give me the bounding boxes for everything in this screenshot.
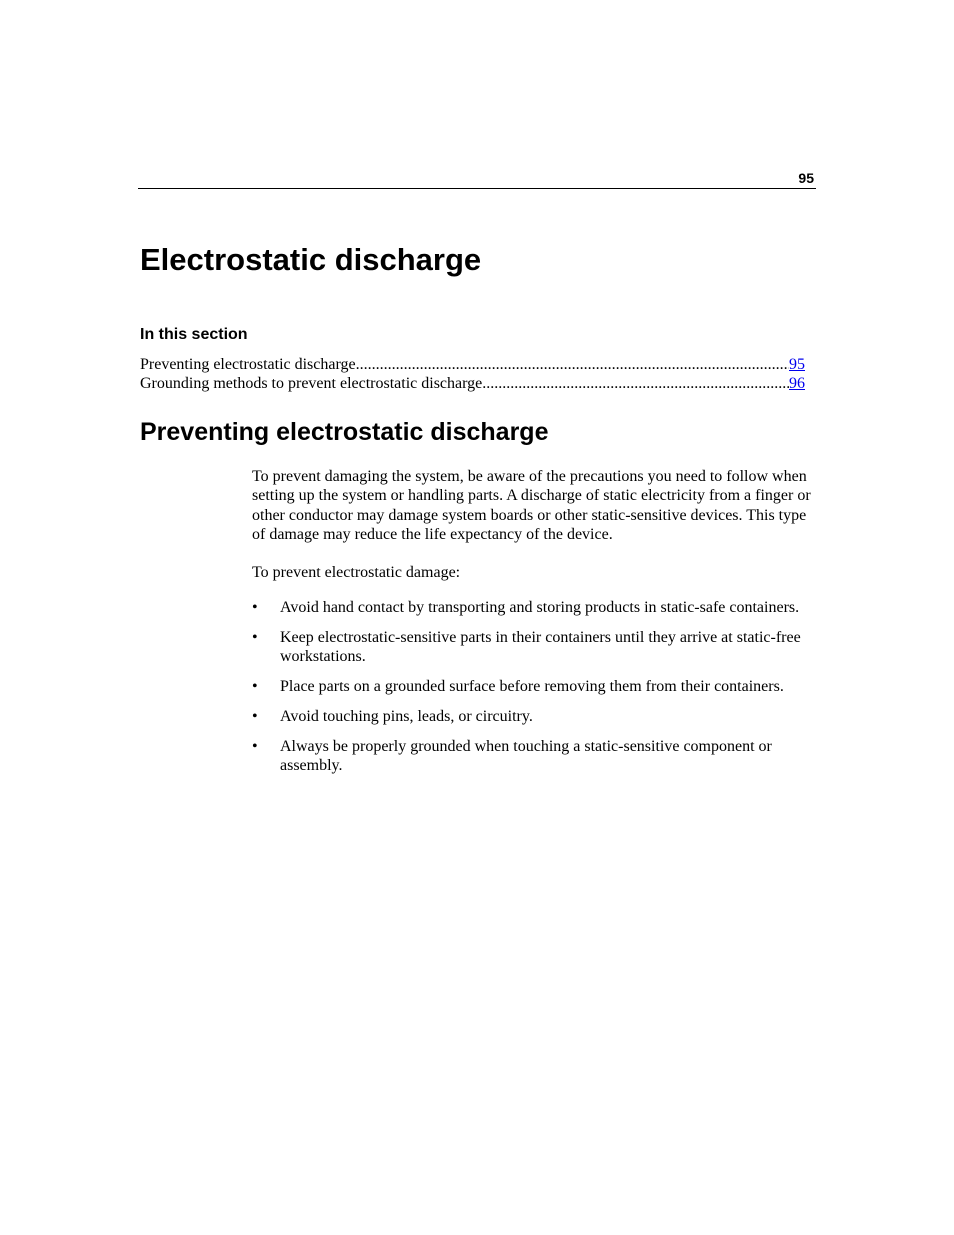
list-item-text: Keep electrostatic-sensitive parts in their containers until they arrive at static-free workstations. (280, 628, 801, 666)
section-title: Preventing electrostatic discharge (140, 418, 549, 446)
list-item (252, 598, 818, 617)
list-item-text: Always be properly grounded when touching a static-sensitive component or assembly. (280, 738, 772, 775)
toc-entry-title: Preventing electrostatic discharge (140, 356, 356, 373)
chapter-title: Electrostatic discharge (140, 242, 482, 277)
list-item (252, 677, 818, 696)
bullet-icon: • (252, 628, 258, 646)
bullet-icon: • (252, 678, 258, 696)
precaution-list (252, 598, 818, 776)
list-item-text: Place parts on a grounded surface before removing them from their containers. (280, 678, 784, 696)
page-number: 95 (798, 170, 814, 186)
toc-page-link[interactable]: 95 (789, 356, 805, 373)
intro-paragraph: To prevent damaging the system, be aware of the precautions you need to follow when setting up the system or handling parts. A discharge of static electricity from a finger or other conductor may damage system boards or other static-sensitive devices. This type of damage may reduce the life expectancy of the device. (252, 468, 811, 544)
toc-page-link[interactable]: 96 (789, 375, 805, 392)
list-item-text: Avoid touching pins, leads, or circuitry. (280, 708, 533, 726)
list-item (252, 737, 818, 776)
toc-entry-grounding[interactable] (140, 374, 805, 393)
section-body (252, 467, 818, 786)
bullet-icon: • (252, 598, 258, 616)
toc-entry-preventing[interactable] (140, 355, 805, 374)
bullet-icon: • (252, 708, 258, 726)
lead-paragraph: To prevent electrostatic damage: (252, 564, 461, 582)
toc-heading: In this section (140, 326, 248, 343)
list-item (252, 628, 818, 667)
list-item-text: Avoid hand contact by transporting and storing products in static-safe containers. (280, 598, 800, 616)
list-item (252, 707, 818, 726)
toc-entry-title: Grounding methods to prevent electrostatic discharge (140, 375, 483, 392)
bullet-icon: • (252, 738, 258, 756)
header-rule (138, 188, 816, 189)
toc-dot-leader (356, 355, 789, 374)
toc-dot-leader (482, 374, 789, 393)
table-of-contents (140, 355, 805, 393)
